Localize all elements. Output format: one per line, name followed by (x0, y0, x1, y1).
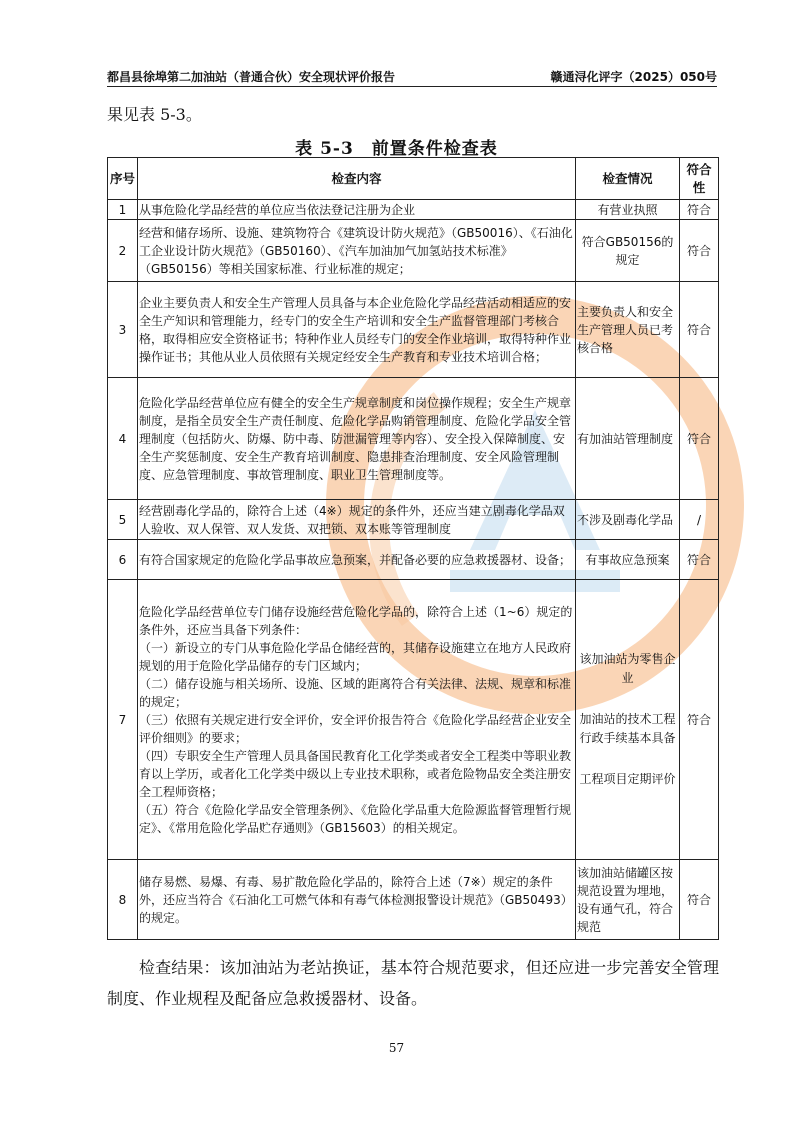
header-report-number: 赣通浔化评字（2025）050号 (550, 70, 717, 84)
intro-text: 果见表 5-3。 (107, 105, 202, 124)
table-row (108, 860, 719, 940)
row-result: 符合 (680, 540, 719, 580)
row-content-line: （三）依照有关规定进行安全评价，安全评价报告符合《危险化学品经营企业安全评价细则》的要求； (139, 712, 572, 745)
row-status: 有营业执照 (576, 200, 680, 220)
row-content: 储存易燃、易爆、有毒、易扩散危险化学品的，除符合上述（7※）规定的条件外，还应当符合《石油化工可燃气体和有毒气体检测报警设计规范》（GB50493）的规定。 (138, 860, 576, 940)
column-header-no: 序号 (108, 158, 138, 200)
row-content: 危险化学品经营单位应有健全的安全生产规章制度和岗位操作规程；安全生产规章制度，是指全员安全生产责任制度、危险化学品购销管理制度、危险化学品安全管理制度（包括防火、防爆、防中毒、防泄漏管理等内容）、安全投入保障制度、安全生产奖惩制度、安全生产教育培训制度、隐患排查治理制度、安全风险管理制度、应急管理制度、事故管理制度、职业卫生管理制度等。 (138, 378, 576, 500)
row-content: 有符合国家规定的危险化学品事故应急预案，并配备必要的应急救援器材、设备； (138, 540, 576, 580)
row-content-line: （一）新设立的专门从事危险化学品仓储经营的，其储存设施建立在地方人民政府规划的用于危险化学品储存的专门区域内； (139, 640, 572, 673)
row-result: 符合 (680, 282, 719, 378)
table-title: 表 5-3 前置条件检查表 (295, 139, 498, 159)
row-result: 符合 (680, 200, 719, 220)
row-no: 4 (108, 378, 138, 500)
row-content: 从事危险化学品经营的单位应当依法登记注册为企业 (138, 200, 576, 220)
table-row (108, 378, 719, 500)
row-status-part: 该加油站为零售企业 (579, 652, 676, 685)
row-content-line: （四）专职安全生产管理人员具备国民教育化工化学类或者安全工程类中等职业教育以上学历，或者化工化学类中级以上专业技术职称，或者危险物品安全类注册安全工程师资格； (139, 748, 572, 799)
row-result: 符合 (680, 378, 719, 500)
column-header-result: 符合性 (680, 158, 719, 200)
precondition-check-table (107, 157, 719, 940)
row-no: 2 (108, 220, 138, 282)
row-content: 企业主要负责人和安全生产管理人员具备与本企业危险化学品经营活动相适应的安全生产知识和管理能力，经专门的安全生产培训和安全生产监督管理部门考核合格，取得相应安全资格证书；特种作业人员经专门的安全作业培训，取得特种作业操作证书；其他从业人员依照有关规定经安全生产教育和专业技术培训合格； (138, 282, 576, 378)
table-row (108, 580, 719, 860)
row-status: 有加油站管理制度 (576, 378, 680, 500)
column-header-status: 检查情况 (576, 158, 680, 200)
table-header-row (108, 158, 719, 200)
header-report-title: 都昌县徐埠第二加油站（普通合伙）安全现状评价报告 (107, 70, 396, 84)
row-status-part: 工程项目定期评价 (579, 772, 676, 786)
row-status: 有事故应急预案 (576, 540, 680, 580)
row-result: 符合 (680, 220, 719, 282)
row-status: 不涉及剧毒化学品 (576, 500, 680, 540)
row-result: 符合 (680, 860, 719, 940)
row-no: 1 (108, 200, 138, 220)
table-row (108, 500, 719, 540)
row-result: 符合 (680, 580, 719, 860)
row-content (138, 580, 576, 860)
row-status (576, 580, 680, 860)
row-content: 经营剧毒化学品的，除符合上述（4※）规定的条件外，还应当建立剧毒化学品双人验收、双人保管、双人发货、双把锁、双本账等管理制度 (138, 500, 576, 540)
row-content-line: （二）储存设施与相关场所、设施、区域的距离符合有关法律、法规、规章和标准的规定； (139, 676, 572, 709)
page-header (107, 66, 717, 87)
row-no: 5 (108, 500, 138, 540)
row-no: 8 (108, 860, 138, 940)
row-result: / (680, 500, 719, 540)
table-row (108, 282, 719, 378)
check-conclusion: 检查结果：该加油站为老站换证，基本符合规范要求，但还应进一步完善安全管理制度、作业规程及配备应急救援器材、设备。 (107, 958, 719, 1008)
row-content: 经营和储存场所、设施、建筑物符合《建筑设计防火规范》（GB50016）、《石油化工企业设计防火规范》（GB50160）、《汽车加油加气加氢站技术标准》（GB50156）等相关国家标准、行业标准的规定； (138, 220, 576, 282)
row-content-line: （五）符合《危险化学品安全管理条例》、《危险化学品重大危险源监督管理暂行规定》、《常用危险化学品贮存通则》（GB15603）的相关规定。 (139, 802, 572, 835)
row-no: 3 (108, 282, 138, 378)
page-number: 57 (388, 1041, 405, 1055)
row-no: 7 (108, 580, 138, 860)
row-status: 符合GB50156的规定 (576, 220, 680, 282)
row-content-line: 危险化学品经营单位专门储存设施经营危险化学品的，除符合上述（1~6）规定的条件外，还应当具备下列条件： (139, 604, 573, 637)
row-status: 该加油站储罐区按规范设置为埋地，设有通气孔，符合规范 (576, 860, 680, 940)
table-row (108, 220, 719, 282)
table-row (108, 200, 719, 220)
column-header-content: 检查内容 (138, 158, 576, 200)
row-status-part: 加油站的技术工程行政手续基本具备 (579, 712, 676, 745)
row-no: 6 (108, 540, 138, 580)
table-row (108, 540, 719, 580)
row-status: 主要负责人和安全生产管理人员已考核合格 (576, 282, 680, 378)
